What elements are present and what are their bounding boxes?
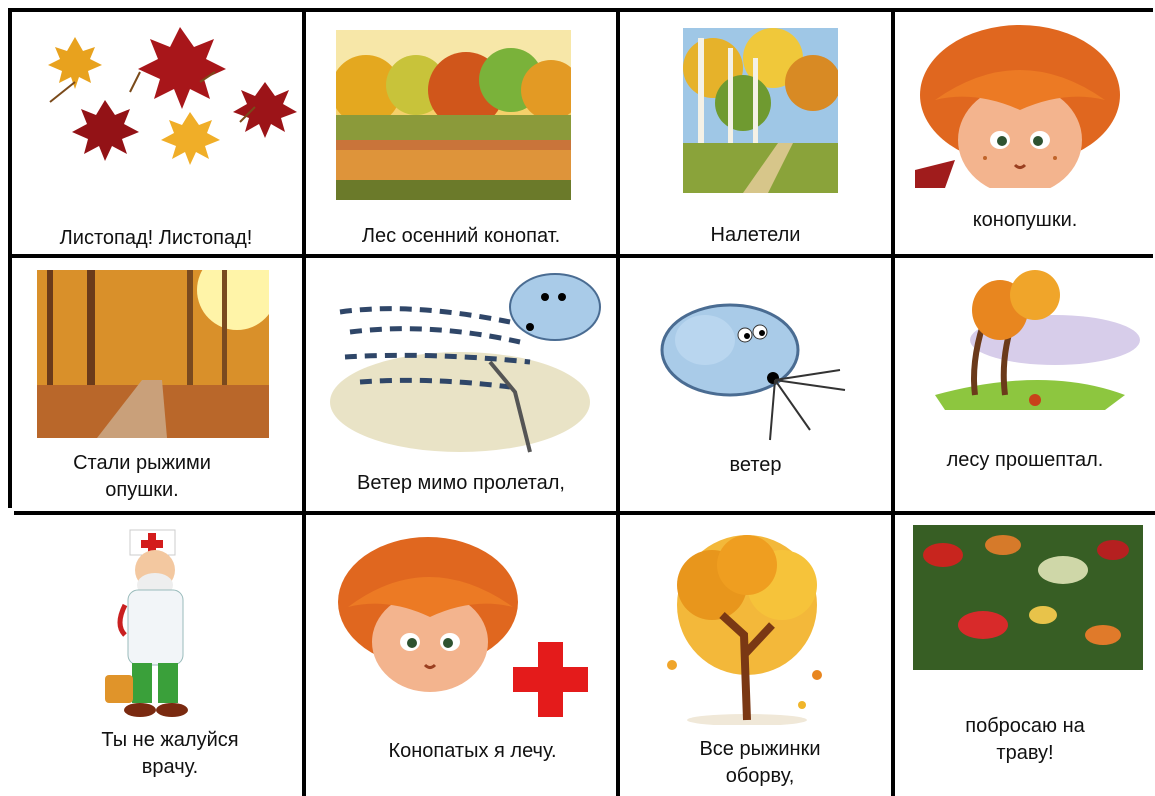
card-caption (306, 470, 616, 497)
sunny-forest-path-photo (37, 270, 269, 438)
grid-line-col2 (616, 8, 620, 796)
wind-cloud-icon (510, 274, 600, 340)
caption-line: Ты не жалуйся (101, 729, 239, 751)
wind-blowing-tree-illustration (330, 262, 610, 462)
caption-line: Все рыжинки (699, 738, 821, 760)
card-caption (12, 450, 272, 504)
caption-line: Стали рыжими (73, 452, 211, 474)
caption-line: Листопад! Листопад! (59, 227, 253, 249)
wind-cloud-icon (662, 305, 798, 395)
caption-line: побросаю на (965, 715, 1085, 737)
card-caption (620, 452, 891, 479)
freckled-redhead-boy-illustration (915, 20, 1125, 188)
card-caption (630, 736, 890, 790)
leaves-on-grass-photo (913, 525, 1143, 670)
freckled-boy-with-red-cross (338, 532, 593, 717)
caption-line: оборву, (725, 765, 795, 787)
caption-line: ветер (729, 454, 782, 476)
grid-line-row1 (8, 254, 1153, 258)
caption-line: траву! (996, 742, 1054, 764)
card-caption (40, 727, 300, 781)
grid-line-left (8, 8, 12, 508)
grid-line-col1 (302, 8, 306, 796)
birch-grove-painting (683, 28, 838, 193)
doctor-aibolit-illustration (100, 525, 220, 725)
caption-line: врачу. (141, 756, 199, 778)
card-caption (306, 223, 616, 250)
bent-autumn-trees-illustration (905, 265, 1140, 415)
card-caption (895, 447, 1155, 474)
wind-cloud-character-illustration (660, 300, 850, 450)
grid-line-row2 (14, 511, 1155, 515)
card-caption (330, 738, 615, 765)
card-caption (620, 222, 891, 249)
falling-leaves-illustration (40, 22, 300, 182)
caption-line: Налетели (710, 224, 801, 246)
golden-autumn-tree-illustration (652, 525, 842, 725)
caption-line: опушки. (105, 479, 179, 501)
caption-line: Ветер мимо пролетал, (357, 472, 565, 494)
caption-line: лесу прошептал. (946, 449, 1104, 471)
maple-leaf-icon (233, 82, 297, 138)
card-caption (895, 207, 1155, 234)
maple-leaf-icon (161, 112, 220, 165)
red-cross-icon (513, 642, 588, 717)
maple-leaf-icon (48, 37, 102, 89)
grid-line-col3 (891, 8, 895, 796)
caption-line: Лес осенний конопат. (361, 225, 561, 247)
caption-line: конопушки. (972, 209, 1078, 231)
maple-leaf-icon (138, 27, 226, 109)
caption-line: Конопатых я лечу. (388, 740, 557, 762)
autumn-forest-lake-photo (336, 30, 571, 200)
grid-line-top (8, 8, 1153, 12)
maple-leaf-icon (72, 100, 139, 161)
card-caption (10, 225, 302, 252)
card-caption (895, 713, 1155, 767)
